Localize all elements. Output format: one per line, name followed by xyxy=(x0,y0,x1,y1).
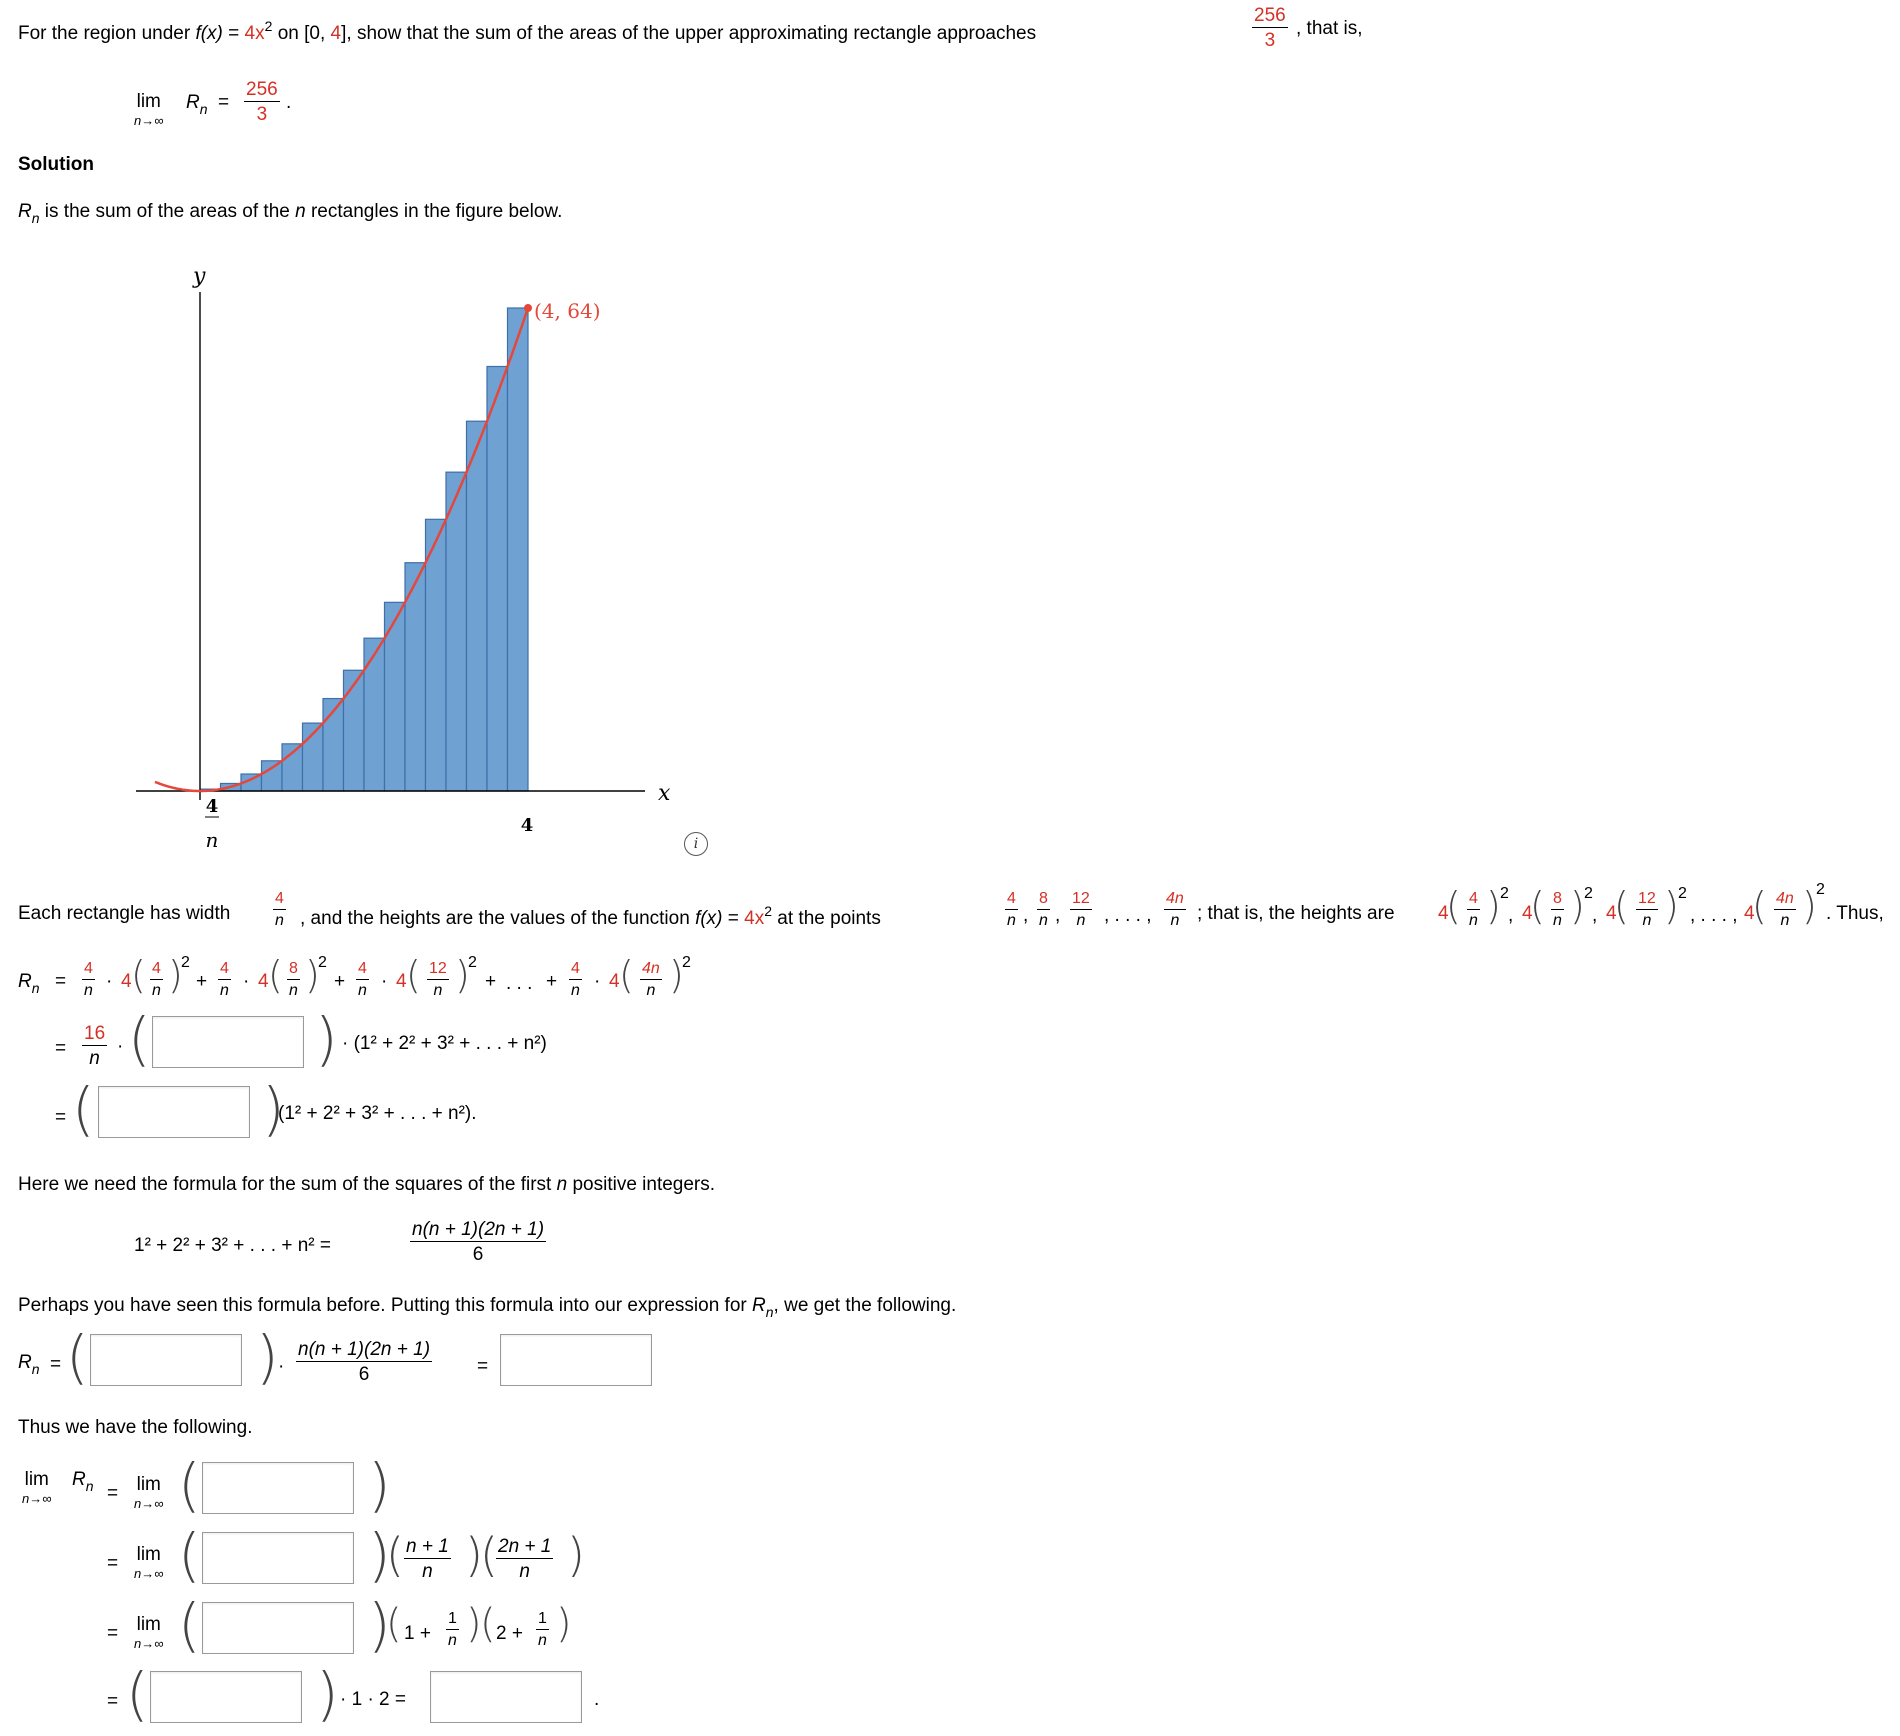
coef-4: 4 xyxy=(121,971,132,992)
limit-operator: lim n→∞ xyxy=(134,91,164,128)
right-paren: ) xyxy=(455,953,470,997)
width-fraction: $\frac{4}{n}$ xyxy=(275,890,284,929)
left-paren: ( xyxy=(178,1521,201,1589)
comma: , xyxy=(1592,905,1598,926)
answer-input-8[interactable] xyxy=(150,1671,302,1723)
right-paren: ) xyxy=(1570,884,1585,928)
cdot: · xyxy=(117,1036,124,1057)
height-frac-1: $\frac{4}{n}$ xyxy=(1469,890,1478,929)
left-paren: ( xyxy=(72,1075,95,1143)
left-paren: ( xyxy=(480,1601,496,1647)
info-icon[interactable]: i xyxy=(684,832,708,856)
coef-4: 4 xyxy=(258,971,269,992)
eq-sign: = xyxy=(55,1107,67,1128)
limit-operator: lim n→∞ xyxy=(22,1469,52,1506)
left-paren: ( xyxy=(178,1451,201,1519)
rectangle-bar xyxy=(262,761,283,791)
point-frac-1: $\frac{4}{n}$ xyxy=(1007,890,1016,929)
right-paren: ) xyxy=(168,953,183,997)
rectangle-bar xyxy=(446,472,467,791)
r-n-symbol: $R_n$ xyxy=(72,1469,94,1494)
r-n-symbol: $R_n$ xyxy=(186,92,208,117)
plus-sign: + xyxy=(334,971,346,992)
period: . xyxy=(594,1689,600,1710)
square-exp: 2 xyxy=(1584,885,1593,902)
sum-formula-lhs: 1² + 2² + 3² + . . . + n² = xyxy=(134,1235,331,1256)
cdot: · xyxy=(243,971,250,992)
answer-input-1[interactable] xyxy=(152,1016,304,1068)
tick-label-4-over-n-num: 4 xyxy=(205,796,219,817)
ellipsis: , . . . , xyxy=(1690,905,1738,926)
func-name: f(x) xyxy=(195,23,223,44)
square-exp: 2 xyxy=(1678,885,1687,902)
endpoint-marker xyxy=(524,304,532,312)
term-frac-3: $\frac{12}{n}$ xyxy=(429,960,447,999)
coef-4: 4 xyxy=(1522,903,1533,924)
cdot: · xyxy=(381,971,388,992)
limit-operator: lim n→∞ xyxy=(134,1474,164,1511)
plus-sign: + xyxy=(196,971,208,992)
y-axis-label: y xyxy=(193,264,206,289)
one-over-n: $\frac{1}{n}$ xyxy=(538,1610,547,1649)
left-paren: ( xyxy=(131,953,146,997)
right-paren: ) xyxy=(567,1528,585,1582)
right-paren: ) xyxy=(262,1075,285,1143)
rectangle-bars xyxy=(200,308,528,791)
eq-sign: = xyxy=(477,1356,489,1377)
rectangle-bar xyxy=(364,638,385,791)
eq-sign: = xyxy=(107,1553,119,1574)
eq-sign: = xyxy=(55,971,67,992)
answer-input-2[interactable] xyxy=(98,1086,250,1138)
term-width-2: $\frac{4}{n}$ xyxy=(220,960,229,999)
plus-sign: + xyxy=(485,971,497,992)
left-paren: ( xyxy=(1446,884,1461,928)
limit-value-fraction: $\frac{256}{3}$ xyxy=(246,79,278,125)
answer-input-9[interactable] xyxy=(430,1671,582,1723)
right-paren: ) xyxy=(368,1521,391,1589)
left-paren: ( xyxy=(480,1528,498,1582)
limit-operator: lim n→∞ xyxy=(134,1544,164,1581)
comma: , xyxy=(1023,905,1029,926)
interval-end: 4 xyxy=(330,23,342,44)
term-frac-2: $\frac{8}{n}$ xyxy=(289,960,298,999)
right-paren: ) xyxy=(368,1591,391,1659)
fraction-n-plus-1: $\frac{n + 1}{n}$ xyxy=(406,1536,449,1582)
right-paren: ) xyxy=(256,1323,279,1391)
eq-sign: = xyxy=(50,1354,62,1375)
term-width-1: $\frac{4}{n}$ xyxy=(84,960,93,999)
thus-text: Thus we have the following. xyxy=(18,1417,253,1438)
answer-input-3[interactable] xyxy=(90,1334,242,1386)
right-paren: ) xyxy=(1664,884,1679,928)
term-width-n: $\frac{4}{n}$ xyxy=(571,960,580,999)
coef-4: 4 xyxy=(396,971,407,992)
solution-heading: Solution xyxy=(18,154,94,175)
on-text: on [0, xyxy=(272,23,331,44)
left-paren: ( xyxy=(66,1323,89,1391)
eq-sign: = xyxy=(107,1691,119,1712)
rectangle-bar xyxy=(487,366,508,791)
coef-4: 4 xyxy=(609,971,620,992)
two-plus: 2 + xyxy=(496,1623,523,1644)
perhaps-text: Perhaps you have seen this formula before. Putting this formula into our expression for $R_n$, we get the following. xyxy=(18,1295,957,1320)
coef-4: 4 xyxy=(1744,903,1755,924)
answer-input-4[interactable] xyxy=(500,1334,652,1386)
answer-input-5[interactable] xyxy=(202,1462,354,1514)
rectangle-bar xyxy=(426,519,447,791)
answer-input-7[interactable] xyxy=(202,1602,354,1654)
sixteen-over-n: $\frac{16}{n}$ xyxy=(84,1023,106,1069)
problem-text: ], show that the sum of the areas of the upper approximating rectangle approaches xyxy=(341,23,1037,44)
exponent: 2 xyxy=(264,18,273,34)
cdot: · xyxy=(278,1356,285,1377)
sum-formula-fraction: $\frac{n(n + 1)(2n + 1)}{6}$ xyxy=(412,1219,545,1265)
target-fraction: $\frac{256}{3}$ xyxy=(1254,5,1286,51)
left-paren: ( xyxy=(126,1660,149,1728)
rectangle-bar xyxy=(282,744,303,791)
that-is-text: , that is, xyxy=(1296,18,1363,39)
plus-sign: + xyxy=(546,971,558,992)
tick-label-4: 4 xyxy=(520,815,534,836)
rn-formula-fraction: $\frac{n(n + 1)(2n + 1)}{6}$ xyxy=(298,1339,431,1385)
right-paren: ) xyxy=(368,1451,391,1519)
sum-squares-text: Here we need the formula for the sum of the squares of the first n positive integers. xyxy=(18,1174,716,1195)
ellipsis: , . . . , xyxy=(1104,905,1152,926)
left-paren: ( xyxy=(1614,884,1629,928)
comma: , xyxy=(1055,905,1061,926)
eq-sign: = xyxy=(218,92,230,113)
rectangle-bar xyxy=(344,670,365,791)
rectangle-bar xyxy=(467,421,488,791)
ellipsis: . . . xyxy=(506,973,533,994)
left-paren: ( xyxy=(1530,884,1545,928)
eq-sign: = xyxy=(55,1038,67,1059)
left-paren: ( xyxy=(406,953,421,997)
one-over-n: $\frac{1}{n}$ xyxy=(448,1610,457,1649)
cdot: · xyxy=(106,971,113,992)
right-paren: ) xyxy=(305,953,320,997)
left-paren: ( xyxy=(619,953,634,997)
each-rect-text-4: ; that is, the heights are xyxy=(1197,903,1395,924)
intro-text: For the region under xyxy=(18,23,196,44)
endpoint-label: (4, 64) xyxy=(534,299,601,323)
sum-of-squares: · (1² + 2² + 3² + . . . + n²) xyxy=(342,1033,547,1054)
left-paren: ( xyxy=(386,1528,404,1582)
right-paren: ) xyxy=(1802,884,1817,928)
left-paren: ( xyxy=(1752,884,1767,928)
height-frac-n: $\frac{4n}{n}$ xyxy=(1776,890,1794,929)
left-paren: ( xyxy=(178,1591,201,1659)
height-frac-3: $\frac{12}{n}$ xyxy=(1638,890,1656,929)
cdot: · xyxy=(594,971,601,992)
right-paren: ) xyxy=(669,953,684,997)
square-exp: 2 xyxy=(468,954,477,971)
one-plus: 1 + xyxy=(404,1623,431,1644)
answer-input-6[interactable] xyxy=(202,1532,354,1584)
fraction-2n-plus-1: $\frac{2n + 1}{n}$ xyxy=(498,1536,552,1582)
square-exp: 2 xyxy=(682,954,691,971)
limit-operator: lim n→∞ xyxy=(134,1614,164,1651)
rn-description: $R_n$ is the sum of the areas of the n rectangles in the figure below. xyxy=(18,201,563,226)
left-paren: ( xyxy=(386,1601,402,1647)
coef-4: 4 xyxy=(1438,903,1449,924)
left-paren: ( xyxy=(128,1005,151,1073)
eq-sign: = xyxy=(107,1483,119,1504)
eq-sign: = xyxy=(222,23,245,44)
product-tail: · 1 · 2 = xyxy=(340,1689,406,1710)
each-rect-text-1: Each rectangle has width xyxy=(18,903,231,924)
x-axis-label: x xyxy=(658,781,671,806)
tick-label-4-over-n-den: n xyxy=(205,828,219,852)
func-expr: 4x xyxy=(244,23,265,44)
right-paren: ) xyxy=(465,1528,483,1582)
square-exp: 2 xyxy=(1500,885,1509,902)
height-frac-2: $\frac{8}{n}$ xyxy=(1553,890,1562,929)
point-frac-2: $\frac{8}{n}$ xyxy=(1039,890,1048,929)
square-exp: 2 xyxy=(318,954,327,971)
r-n-symbol: $R_n$ xyxy=(18,1352,40,1377)
sum-of-squares: (1² + 2² + 3² + . . . + n²). xyxy=(278,1103,477,1124)
term-frac-n: $\frac{4n}{n}$ xyxy=(642,960,660,999)
r-n-symbol: $R_n$ xyxy=(18,971,40,996)
comma: , xyxy=(1508,905,1514,926)
period: . xyxy=(286,92,292,113)
point-frac-3: $\frac{12}{n}$ xyxy=(1072,890,1090,929)
coef-4: 4 xyxy=(1606,903,1617,924)
right-paren: ) xyxy=(316,1660,339,1728)
left-paren: ( xyxy=(268,953,283,997)
term-width-3: $\frac{4}{n}$ xyxy=(358,960,367,999)
thus-text: . Thus, xyxy=(1826,903,1884,924)
term-frac-1: $\frac{4}{n}$ xyxy=(152,960,161,999)
right-paren: ) xyxy=(466,1601,482,1647)
rectangles-figure xyxy=(0,0,720,870)
square-exp: 2 xyxy=(181,954,190,971)
rectangle-bar xyxy=(508,308,529,791)
eq-sign: = xyxy=(107,1623,119,1644)
right-paren: ) xyxy=(315,1005,338,1073)
point-frac-n: $\frac{4n}{n}$ xyxy=(1166,890,1184,929)
right-paren: ) xyxy=(1486,884,1501,928)
each-rect-text-2: , and the heights are the values of the function $f(x) = 4x^2$ at the points xyxy=(300,903,881,929)
right-paren: ) xyxy=(556,1601,572,1647)
square-exp: 2 xyxy=(1816,881,1825,898)
